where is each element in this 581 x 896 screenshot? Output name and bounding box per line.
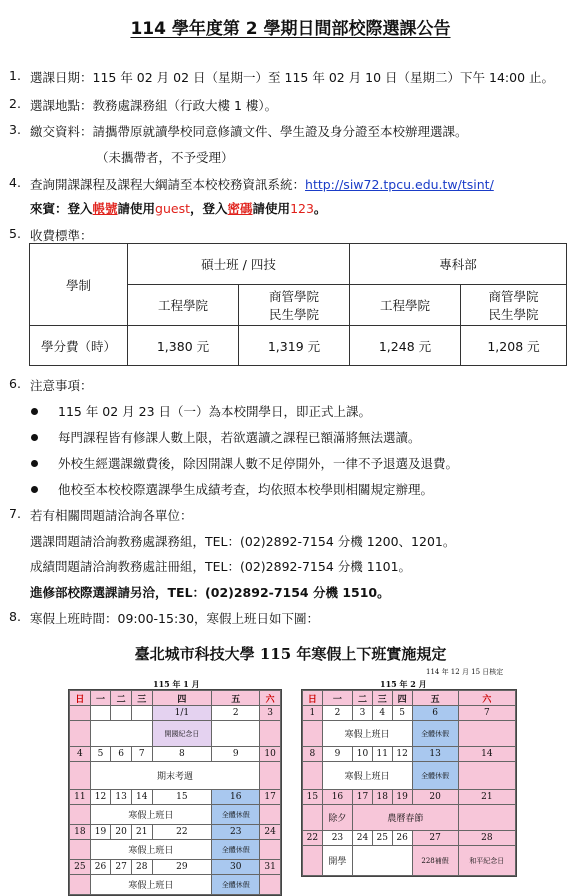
jan-exam-label: 期末考週 xyxy=(90,762,260,790)
feb-header: 115 年 2 月 xyxy=(380,679,427,689)
jan-holiday-label: 開國紀念日 xyxy=(152,721,212,747)
weekday: 五 xyxy=(212,691,260,706)
jan-header: 115 年 1 月 xyxy=(153,679,200,689)
weekday: 日 xyxy=(70,691,91,706)
feb-work-label: 寒假上班日 xyxy=(322,721,412,747)
bullet-icon xyxy=(31,460,38,467)
fee-group-graduate: 碩士班 / 四技 xyxy=(128,244,350,285)
fee-value: 1,319 元 xyxy=(239,326,350,366)
weekday: 四 xyxy=(392,691,412,706)
jan-day: 3 xyxy=(260,706,281,721)
contact-extension: 進修部校際選課請另洽，TEL：(02)2892-7154 分機 1510。 xyxy=(30,585,390,600)
bullet-icon xyxy=(31,408,38,415)
weekday: 日 xyxy=(303,691,323,706)
weekday: 六 xyxy=(458,691,515,706)
guest-login-info: 來賓：登入帳號請使用guest，登入密碼請使用123。 xyxy=(30,201,327,216)
fee-sub-biz: 商管學院 民生學院 xyxy=(461,285,567,326)
feb-eve-label: 除夕 xyxy=(322,805,352,831)
feb-open-label: 開學 xyxy=(322,846,352,876)
note-item: 每門課程皆有修課人數上限，若欲選讀之課程已額滿將無法選讀。 xyxy=(58,430,421,445)
item-3-note: （未攜帶者，不予受理） xyxy=(96,150,234,165)
feb-makeup-label: 228補假 xyxy=(412,846,458,876)
feb-off-label: 全體休假 xyxy=(412,721,458,747)
jan-day: 2 xyxy=(212,706,260,721)
fee-sub-eng: 工程學院 xyxy=(350,285,461,326)
jan-day: 1/1 xyxy=(152,706,212,721)
note-item: 他校至本校校際選課學生成績考查，均依照本校學則相關規定辦理。 xyxy=(58,482,434,497)
contact-grades: 成績問題請洽詢教務處註冊組，TEL：(02)2892-7154 分機 1101。 xyxy=(30,559,412,574)
fee-value: 1,380 元 xyxy=(128,326,239,366)
calendar-february: 日 一 二 三 四 五 六 1 2 3 4 5 6 7 寒假上班日 全體休假 8 9 10 11 12 13 14 寒假上班日 全體休假 15 16 17 18 19 20 21 除夕 農曆春節 22 23 24 25 26 27 28 開學 228補假 和平紀念日 xyxy=(301,689,517,877)
calendar-approval-note: 114 年 12 月 15 日核定 xyxy=(426,668,504,676)
course-system-link[interactable]: http://siw72.tpcu.edu.tw/tsint/ xyxy=(305,177,494,192)
fee-value: 1,208 元 xyxy=(461,326,567,366)
jan-off-label: 全體休假 xyxy=(212,805,260,825)
fee-sub-biz: 商管學院 民生學院 xyxy=(239,285,350,326)
fee-sub-eng: 工程學院 xyxy=(128,285,239,326)
weekday: 二 xyxy=(353,691,373,706)
calendar-title: 臺北城市科技大學 115 年寒假上下班實施規定 xyxy=(134,645,447,663)
weekday: 三 xyxy=(372,691,392,706)
weekday: 三 xyxy=(131,691,152,706)
weekday: 五 xyxy=(412,691,458,706)
weekday: 二 xyxy=(111,691,132,706)
feb-peace-label: 和平紀念日 xyxy=(458,846,515,876)
jan-work-label: 寒假上班日 xyxy=(90,805,212,825)
weekday: 四 xyxy=(152,691,212,706)
bullet-icon xyxy=(31,486,38,493)
fee-value: 1,248 元 xyxy=(350,326,461,366)
contact-course: 選課問題請洽詢教務處課務組，TEL：(02)2892-7154 分機 1200、1201。 xyxy=(30,534,456,549)
weekday: 一 xyxy=(322,691,352,706)
note-item: 115 年 02 月 23 日（一）為本校開學日，即正式上課。 xyxy=(58,404,372,419)
fee-group-junior-college: 專科部 xyxy=(350,244,567,285)
weekday: 一 xyxy=(90,691,111,706)
fee-col-system: 學制 xyxy=(30,244,128,326)
page-title: 114 學年度第 2 學期日間部校際選課公告 xyxy=(130,19,451,39)
fee-table xyxy=(29,243,567,366)
calendar-january: 日 一 二 三 四 五 六 1/1 2 3 開國紀念日 4 5 6 7 8 9 10 期末考週 11 12 13 14 15 16 17 寒假上班日 全體休假 18 19 20 21 22 23 24 寒假上班日 全體休假 25 26 27 28 29 30 31 寒假上班日 全體休假 xyxy=(68,689,282,896)
fee-row-label: 學分費（時） xyxy=(30,326,128,366)
note-item: 外校生經選課繳費後，除因開課人數不足停開外，一律不予退選及退費。 xyxy=(58,456,459,471)
bullet-icon xyxy=(31,434,38,441)
weekday: 六 xyxy=(260,691,281,706)
feb-spring-label: 農曆春節 xyxy=(353,805,459,831)
